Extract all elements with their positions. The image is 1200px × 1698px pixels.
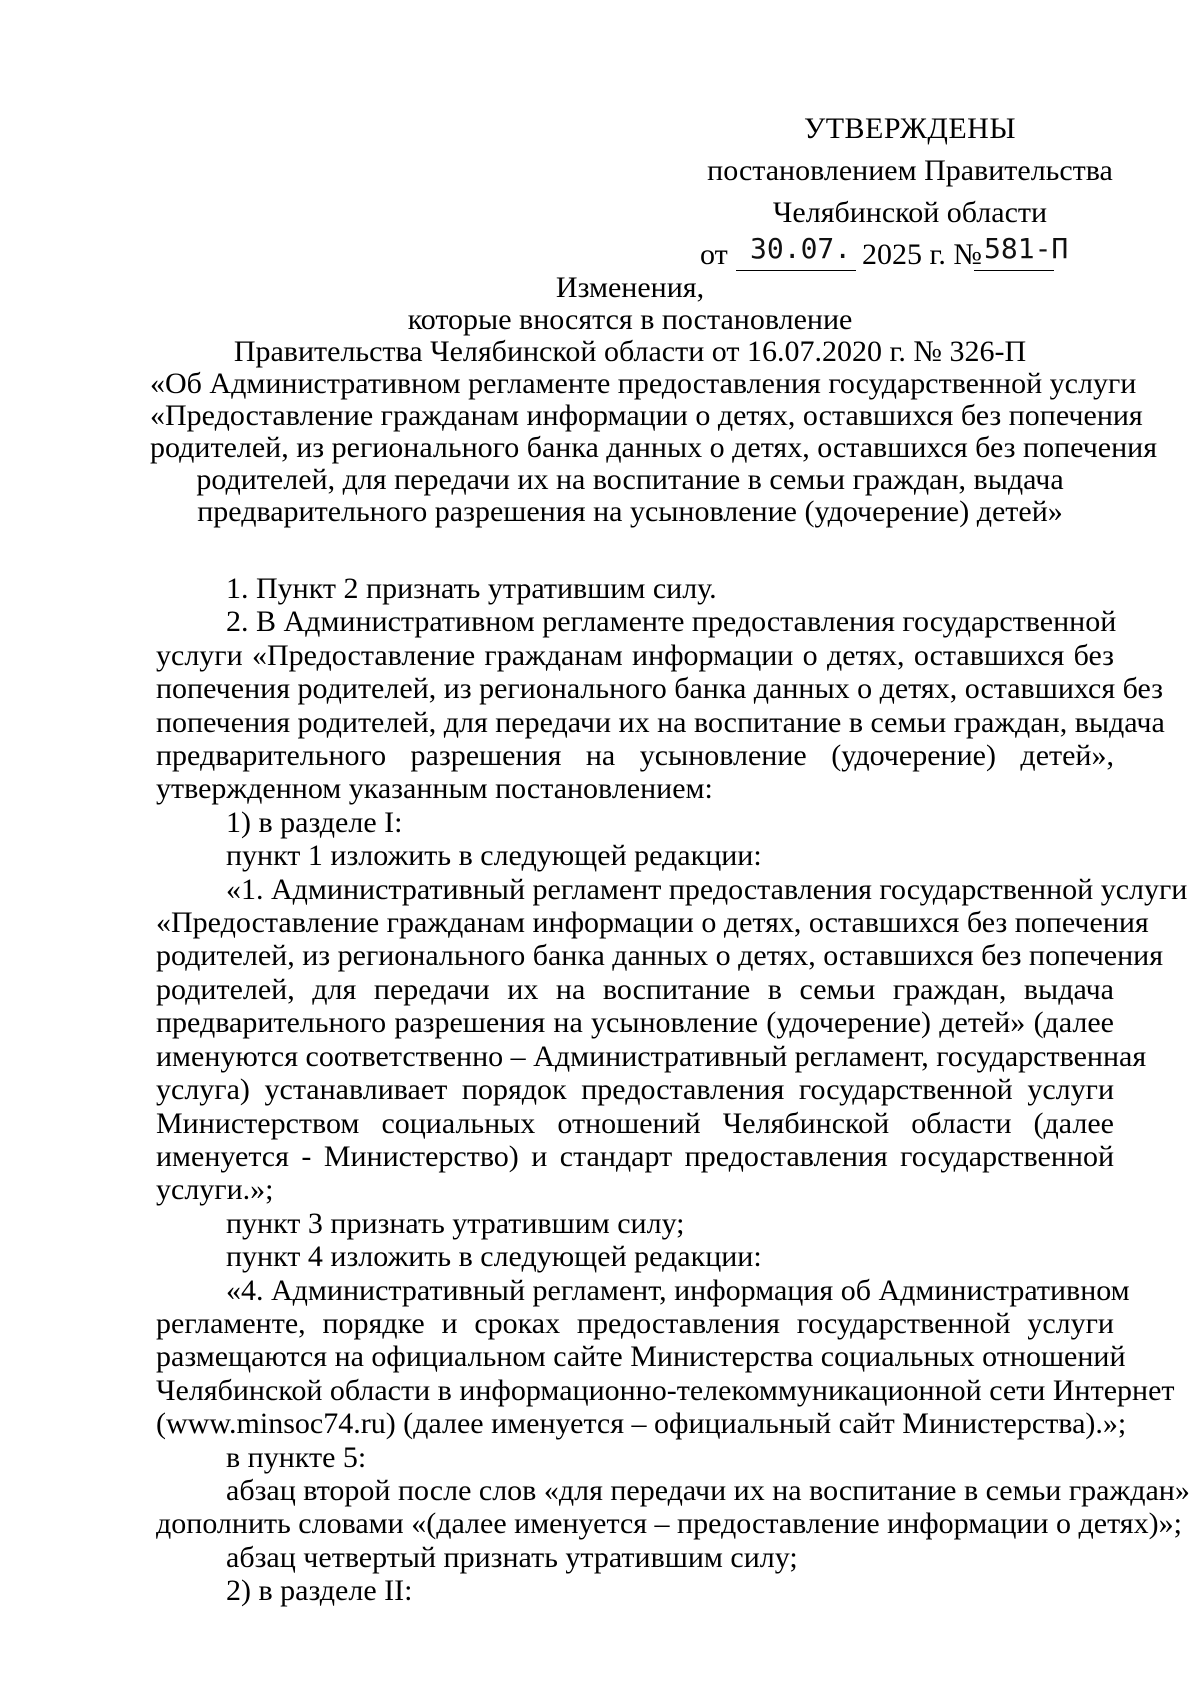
body-line: предварительного разрешения на усыновление (удочерение) детей» (далее bbox=[156, 1006, 1114, 1040]
title-line: Правительства Челябинской области от 16.07.2020 г. № 326-П bbox=[233, 335, 1027, 368]
body-line: 2) в разделе II: bbox=[226, 1574, 413, 1608]
document-title bbox=[150, 271, 1158, 528]
body-line: регламенте, порядке и сроках предоставления государственной услуги bbox=[156, 1306, 1114, 1340]
body-line: (www.minsoc74.ru) (далее именуется – официальный сайт Министерства).»; bbox=[156, 1407, 1127, 1441]
title-line: Изменения, bbox=[555, 271, 705, 304]
document-body bbox=[156, 572, 1190, 1608]
body-line: именуется - Министерство) и стандарт предоставления государственной bbox=[156, 1139, 1114, 1173]
body-line: попечения родителей, из регионального банка данных о детях, оставшихся без bbox=[156, 672, 1164, 706]
body-line: пункт 4 изложить в следующей редакции: bbox=[226, 1240, 762, 1274]
handwritten-number: 581-П bbox=[984, 232, 1069, 265]
date-prefix: от bbox=[700, 238, 728, 271]
body-line: пункт 1 изложить в следующей редакции: bbox=[226, 839, 762, 873]
approval-heading: УТВЕРЖДЕНЫ bbox=[803, 112, 1017, 145]
approval-line-2: Челябинской области bbox=[772, 196, 1048, 229]
body-line: 1. Пункт 2 признать утратившим силу. bbox=[226, 572, 717, 605]
approval-date-row bbox=[700, 234, 1120, 276]
body-line: 2. В Административном регламенте предоставления государственной bbox=[226, 605, 1117, 639]
body-line: 1) в разделе I: bbox=[226, 805, 403, 839]
body-line: абзац четвертый признать утратившим силу; bbox=[226, 1540, 798, 1574]
body-line: предварительного разрешения на усыновление (удочерение) детей», bbox=[156, 739, 1114, 773]
body-line: услуги.»; bbox=[156, 1173, 274, 1207]
body-line: утвержденном указанным постановлением: bbox=[156, 772, 713, 806]
approval-stamp bbox=[700, 108, 1120, 276]
number-underline bbox=[974, 270, 1054, 271]
body-line: Министерством социальных отношений Челябинской области (далее bbox=[156, 1106, 1114, 1140]
date-underline bbox=[736, 270, 856, 271]
body-line: «1. Административный регламент предоставления государственной услуги bbox=[226, 872, 1188, 906]
handwritten-date: 30.07. bbox=[750, 232, 852, 265]
body-line: «Предоставление гражданам информации о детях, оставшихся без попечения bbox=[156, 906, 1149, 940]
body-line: именуются соответственно – Административный регламент, государственная bbox=[156, 1039, 1147, 1073]
body-line: родителей, для передачи их на воспитание в семьи граждан, выдача bbox=[156, 972, 1114, 1006]
year-label: 2025 г. № bbox=[862, 238, 983, 271]
body-line: «4. Административный регламент, информация об Административном bbox=[226, 1273, 1130, 1307]
title-line: родителей, из регионального банка данных о детях, оставшихся без попечения bbox=[150, 431, 1158, 464]
body-line: услуга) устанавливает порядок предоставления государственной услуги bbox=[156, 1073, 1114, 1107]
title-line: родителей, для передачи их на воспитание в семьи граждан, выдача bbox=[196, 463, 1064, 496]
body-line: Челябинской области в информационно-телекоммуникационной сети Интернет bbox=[156, 1373, 1175, 1407]
body-line: абзац второй после слов «для передачи их на воспитание в семьи граждан» bbox=[226, 1473, 1190, 1507]
body-line: попечения родителей, для передачи их на воспитание в семьи граждан, выдача bbox=[156, 705, 1165, 739]
body-line: родителей, из регионального банка данных о детях, оставшихся без попечения bbox=[156, 939, 1164, 973]
title-line: предварительного разрешения на усыновление (удочерение) детей» bbox=[197, 495, 1063, 528]
body-line: размещаются на официальном сайте Министерства социальных отношений bbox=[156, 1340, 1126, 1374]
body-line: пункт 3 признать утратившим силу; bbox=[226, 1206, 685, 1240]
approval-line-1: постановлением Правительства bbox=[707, 154, 1113, 187]
body-line: услуги «Предоставление гражданам информации о детях, оставшихся без bbox=[156, 638, 1114, 672]
body-line: дополнить словами «(далее именуется – предоставление информации о детях)»; bbox=[156, 1507, 1182, 1541]
title-line: «Об Административном регламенте предоставления государственной услуги bbox=[150, 367, 1137, 400]
title-line: «Предоставление гражданам информации о детях, оставшихся без попечения bbox=[150, 399, 1143, 432]
title-line: которые вносятся в постановление bbox=[407, 303, 853, 336]
body-line: в пункте 5: bbox=[226, 1440, 367, 1474]
